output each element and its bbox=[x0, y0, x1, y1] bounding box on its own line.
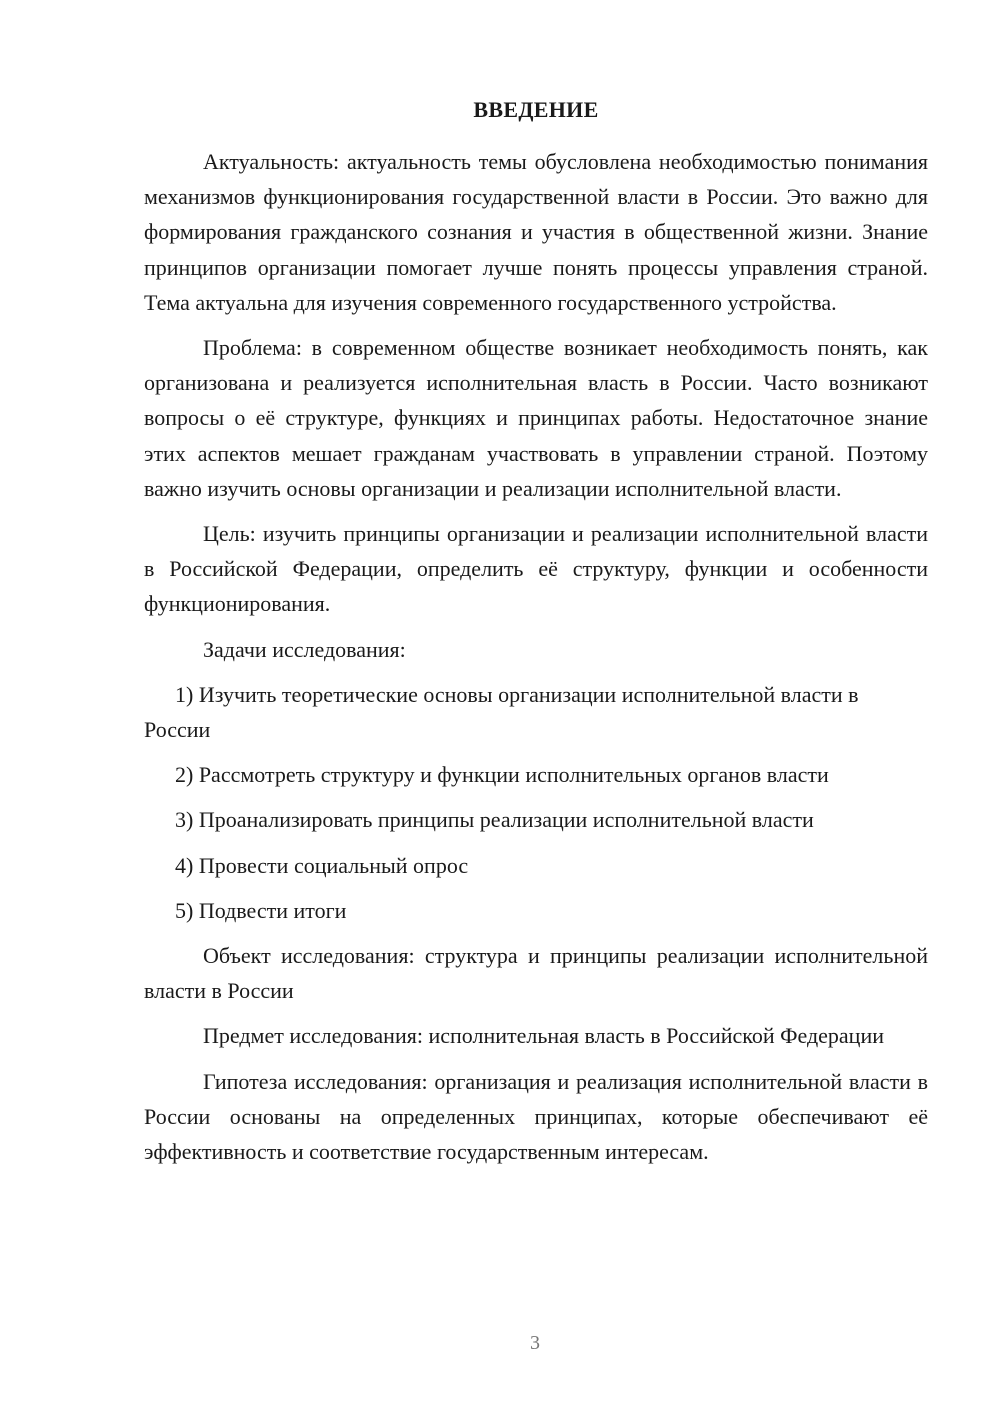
paragraph-goal: Цель: изучить принципы организации и реализации исполнительной власти в Российской Федерации, определить её структуру, функции и особенности функционирования. bbox=[144, 521, 928, 617]
task-item: 4) Провести социальный опрос bbox=[175, 852, 469, 878]
document-title: ВВЕДЕНИЕ bbox=[473, 97, 599, 122]
paragraph-problem: Проблема: в современном обществе возникает необходимость понять, как организована и реализуется исполнительная власть в России. Часто возникают вопросы о её структуре, функциях и принципах работы. Недостаточное знание этих аспектов мешает гражданам участвовать в управлении страной. Поэтому важно изучить основы организации и реализации исполнительной власти. bbox=[144, 335, 928, 501]
paragraph-subject: Предмет исследования: исполнительная власть в Российской Федерации bbox=[203, 1023, 885, 1049]
paragraph-hypothesis: Гипотеза исследования: организация и реализация исполнительной власти в России основаны на определенных принципах, которые обеспечивают её эффективность и соответствие государственным интересам. bbox=[144, 1068, 928, 1165]
tasks-heading: Задачи исследования: bbox=[203, 636, 406, 662]
task-item: 3) Проанализировать принципы реализации исполнительной власти bbox=[175, 807, 814, 833]
page-number: 3 bbox=[530, 1332, 540, 1354]
document-page bbox=[144, 94, 928, 1179]
task-item: 1) Изучить теоретические основы организации исполнительной власти в России bbox=[144, 681, 859, 743]
paragraph-relevance: Актуальность: актуальность темы обусловлена необходимостью понимания механизмов функционирования государственной власти в России. Это важно для формирования гражданского сознания и участия в общественной жизни. Знание принципов организации помогает лучше понять процессы управления страной. Тема актуальна для изучения современного государственного устройства. bbox=[144, 149, 928, 315]
paragraph-object: Объект исследования: структура и принципы реализации исполнительной власти в России bbox=[144, 943, 928, 1004]
task-item: 5) Подвести итоги bbox=[175, 897, 347, 923]
task-item: 2) Рассмотреть структуру и функции исполнительных органов власти bbox=[175, 762, 829, 788]
